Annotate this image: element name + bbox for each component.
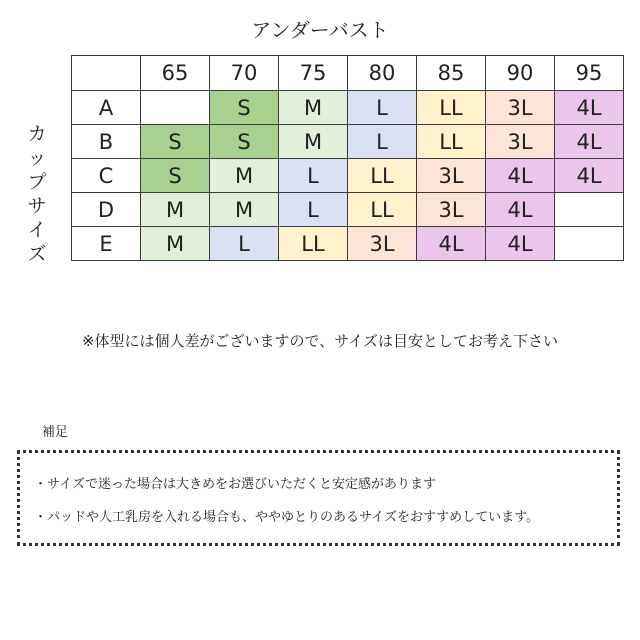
table-row: [72, 193, 624, 227]
supplement-box: [17, 450, 620, 546]
supplement-label: 補足: [42, 425, 69, 440]
size-cell: 3L: [417, 193, 486, 227]
size-cell: S: [141, 125, 210, 159]
under-bust-title: アンダーバスト: [251, 18, 389, 42]
supplement-line: ・パッドや人工乳房を入れる場合も、ややゆとりのあるサイズをおすすめしています。: [34, 510, 540, 525]
size-cell: 4L: [486, 159, 555, 193]
size-cell: 4L: [555, 125, 624, 159]
size-cell: M: [279, 91, 348, 125]
size-cell: L: [348, 125, 417, 159]
column-header: 95: [555, 56, 624, 91]
size-cell: S: [210, 91, 279, 125]
size-cell: 4L: [486, 193, 555, 227]
column-header: 85: [417, 56, 486, 91]
size-cell: S: [141, 159, 210, 193]
cup-size-label: [24, 122, 50, 266]
disclaimer-note: ※体型には個人差がございますので、サイズは目安としてお考え下さい: [81, 332, 559, 350]
size-cell: L: [210, 227, 279, 261]
column-header: 70: [210, 56, 279, 91]
size-cell: 4L: [555, 91, 624, 125]
size-cell: LL: [279, 227, 348, 261]
size-cell: L: [279, 193, 348, 227]
size-cell: M: [141, 227, 210, 261]
header-row: [72, 56, 624, 91]
size-cell: [555, 227, 624, 261]
size-cell: 4L: [417, 227, 486, 261]
size-cell: LL: [348, 193, 417, 227]
size-cell: [555, 193, 624, 227]
column-header: 75: [279, 56, 348, 91]
row-header: D: [72, 193, 141, 227]
size-chart-table: [71, 55, 624, 261]
row-header: B: [72, 125, 141, 159]
cup-size-label-char: ズ: [27, 243, 47, 265]
corner-cell: [72, 56, 141, 91]
column-header: 90: [486, 56, 555, 91]
size-cell: LL: [417, 125, 486, 159]
row-header: C: [72, 159, 141, 193]
size-cell: 3L: [486, 91, 555, 125]
table-row: [72, 91, 624, 125]
size-cell: L: [279, 159, 348, 193]
size-cell: M: [210, 159, 279, 193]
size-cell: M: [279, 125, 348, 159]
size-cell: LL: [417, 91, 486, 125]
size-cell: M: [210, 193, 279, 227]
size-cell: L: [348, 91, 417, 125]
size-cell: 4L: [486, 227, 555, 261]
size-cell: M: [141, 193, 210, 227]
cup-size-label-char: カ: [27, 123, 47, 145]
size-cell: 4L: [555, 159, 624, 193]
cup-size-label-char: プ: [27, 171, 47, 193]
row-header: A: [72, 91, 141, 125]
column-header: 65: [141, 56, 210, 91]
row-header: E: [72, 227, 141, 261]
table-row: [72, 125, 624, 159]
size-cell: 3L: [486, 125, 555, 159]
column-header: 80: [348, 56, 417, 91]
size-cell: LL: [348, 159, 417, 193]
supplement-line: ・サイズで迷った場合は大きめをお選びいただくと安定感があります: [34, 477, 436, 492]
size-cell: [141, 91, 210, 125]
size-cell: 3L: [417, 159, 486, 193]
cup-size-label-char: サ: [27, 195, 47, 217]
cup-size-label-char: イ: [27, 219, 47, 241]
table-row: [72, 159, 624, 193]
cup-size-label-char: ッ: [27, 147, 47, 169]
table-row: [72, 227, 624, 261]
size-cell: 3L: [348, 227, 417, 261]
size-cell: S: [210, 125, 279, 159]
